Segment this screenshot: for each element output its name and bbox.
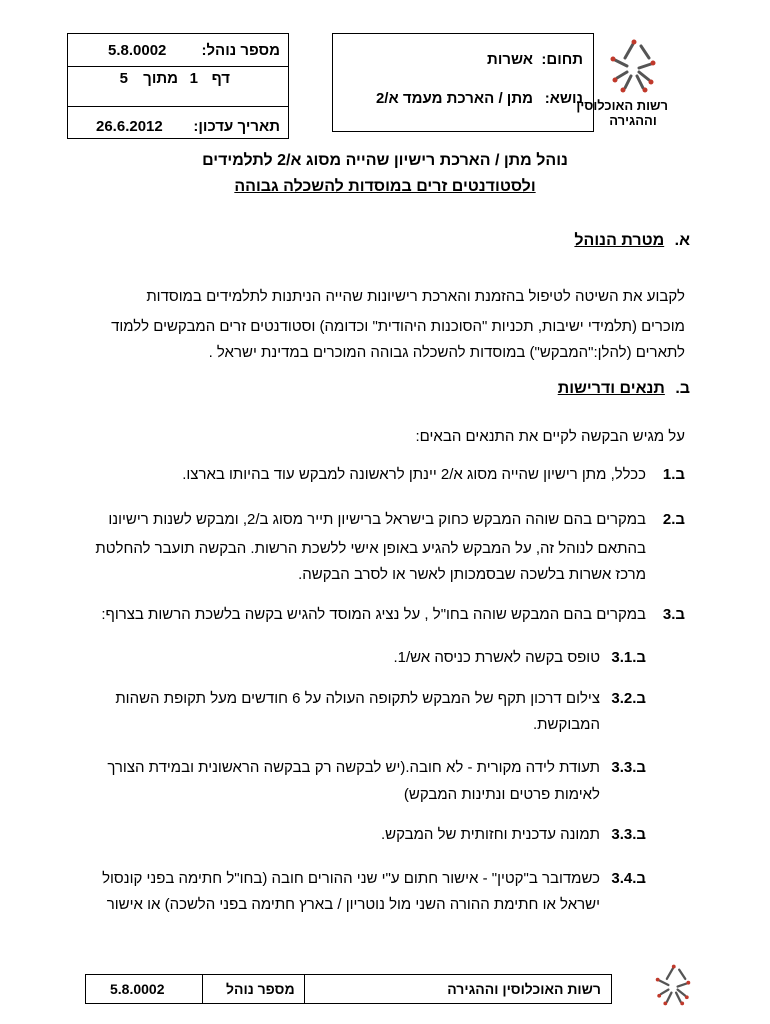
item-text-line: במקרים בהם המבקש שוהה בחו"ל , על נציג המוסד להגיש בקשה בלשכת הרשות בצרוף: xyxy=(101,606,646,623)
subitem-text-line: צילום דרכון תקף של המבקש לתקופה העולה על 6 חודשים מעל תקופת השהות xyxy=(115,690,600,707)
item-text-line: בהתאם לנוהל זה, על המבקש להגיע באופן אישי ללשכת הרשות. הבקשה תועבר להחלטת xyxy=(95,540,646,557)
subitem-number: ב.3.2 xyxy=(611,690,646,707)
subitem-text-line: המבוקשת. xyxy=(532,716,600,733)
subitem-text-line: כשמדובר ב"קטין" - אישור חתום ע"י שני ההורים חובה (בחו"ל חתימה בפני קונסול xyxy=(102,870,600,887)
subject-label: נושא: xyxy=(544,90,583,107)
footer xyxy=(0,960,770,1020)
org-name-line1: רשות האוכלוסין xyxy=(576,98,668,113)
section-b-intro: על מגיש הבקשה לקיים את התנאים הבאים: xyxy=(415,428,685,445)
subitem-number: ב.3.3 xyxy=(611,826,646,843)
header-meta-box xyxy=(67,33,289,139)
org-logo-icon xyxy=(603,36,663,96)
section-a-line-2: מוכרים (תלמידי ישיבות, תכניות "הסוכנות היהודית" וכדומה) וסטודנטים זרים המבקשים ללמוד xyxy=(111,318,685,335)
header xyxy=(0,0,770,140)
header-topic-box xyxy=(332,33,594,132)
subitem-text-line: תמונה עדכנית וחזותית של המבקש. xyxy=(380,826,600,843)
page-current: 1 xyxy=(189,70,198,87)
section-a-letter: א. xyxy=(674,232,690,249)
item-number: ב.3 xyxy=(662,606,685,623)
page-of-word: מתוך xyxy=(143,70,178,87)
section-a-title: מטרת הנוהל xyxy=(574,232,665,249)
footer-table xyxy=(85,974,612,1004)
subitem-text-line: טופס בקשה לאשרת כניסה אש/1. xyxy=(393,649,600,666)
section-a-line-1: לקבוע את השיטה לטיפול בהזמנת והארכת רישיונות שהייה הניתנות לתלמידים במוסדות xyxy=(146,288,685,305)
footer-procedure-value: 5.8.0002 xyxy=(110,981,165,997)
item-text-line: ככלל, מתן רישיון שהייה מסוג א/2 יינתן לראשונה למבקש עוד בהיותו בארצו. xyxy=(182,466,646,483)
item-text-line: מרכז אשרות בלשכה שבסמכותן לאשר או לסרב הבקשה. xyxy=(298,566,646,583)
update-date-row xyxy=(68,106,288,138)
section-a-heading xyxy=(574,232,690,250)
item-text-line: במקרים בהם שוהה המבקש כחוק בישראל ברישיון תייר מסוג ב/2, ומבקש לשנות רישיונו xyxy=(108,511,646,528)
item-number: ב.2 xyxy=(662,511,685,528)
section-a-line-3: לתארים (להלן:"המבקש") במוסדות להשכלה גבוהה המוכרים במדינת ישראל . xyxy=(208,344,685,361)
subitem-number: ב.3.1 xyxy=(611,649,646,666)
section-b-title: תנאים ודרישות xyxy=(557,380,665,397)
domain-label: תחום: xyxy=(541,51,583,68)
update-date-value: 26.6.2012 xyxy=(96,118,163,135)
document-title-line2: ולסטודנטים זרים במוסדות להשכלה גבוהה xyxy=(234,178,536,195)
footer-divider xyxy=(202,975,203,1003)
footer-procedure-label: מספר נוהל xyxy=(226,981,295,997)
page-word: דף xyxy=(211,70,230,87)
section-b-heading xyxy=(558,380,690,398)
subitem-text-line: לאימות פרטים ונתינות המבקש) xyxy=(403,786,600,803)
org-name-line2: וההגירה xyxy=(609,113,657,128)
section-b-letter: ב. xyxy=(675,380,690,397)
footer-logo-icon xyxy=(650,962,696,1008)
subitem-text-line: תעודת לידה מקורית - לא חובה.(יש לבקשה רק בבקשה הראשונית ובמידת הצורך xyxy=(107,759,600,776)
footer-divider xyxy=(304,975,305,1003)
subitem-number: ב.3.4 xyxy=(611,870,646,887)
subject-value: מתן / הארכת מעמד א/2 xyxy=(375,90,533,107)
document-title-line1: נוהל מתן / הארכת רישיון שהייה מסוג א/2 לתלמידים xyxy=(202,152,568,169)
item-number: ב.1 xyxy=(662,466,685,483)
domain-value: אשרות xyxy=(487,51,533,68)
procedure-no-label: מספר נוהל: xyxy=(201,42,280,59)
footer-org-name: רשות האוכלוסין וההגירה xyxy=(447,981,601,997)
subitem-text-line: ישראל או חתימת ההורה השני מול נוטריון / בארץ חתימה בפני הלשכה) או אישור xyxy=(106,896,600,913)
update-date-label: תאריך עדכון: xyxy=(193,118,280,135)
subitem-number: ב.3.3 xyxy=(611,759,646,776)
page-row xyxy=(68,66,288,107)
org-logo xyxy=(576,36,668,128)
procedure-no-value: 5.8.0002 xyxy=(108,42,167,59)
page-total: 5 xyxy=(119,70,128,87)
procedure-no-row xyxy=(68,34,288,67)
